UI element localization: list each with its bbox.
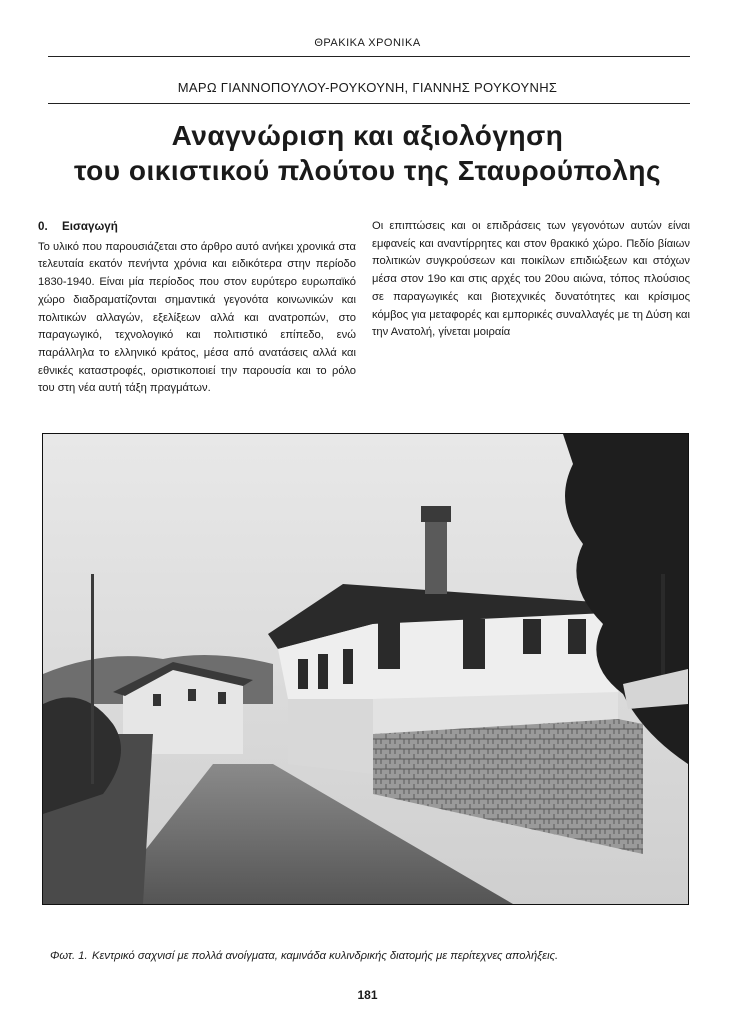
article-title-line-1: Αναγνώριση και αξιολόγηση	[171, 120, 564, 151]
authors-rule	[48, 103, 690, 104]
text-column-right	[372, 218, 690, 342]
header-rule	[48, 56, 690, 57]
caption-text: Κεντρικό σαχνισί με πολλά ανοίγματα, καμινάδα κυλινδρικής διατομής με περίτεχνες απολήξεις.	[92, 950, 559, 962]
article-title-line-2: του οικιστικού πλούτου της Σταυρούπολης	[73, 155, 662, 186]
article-title	[0, 118, 735, 188]
section-number: 0.	[38, 220, 48, 233]
text-column-left	[38, 218, 356, 398]
photo-caption	[50, 950, 710, 962]
section-heading	[38, 218, 356, 236]
photo-figure	[42, 433, 689, 905]
running-title: ΘΡΑΚΙΚΑ ΧΡΟΝΙΚΑ	[314, 37, 421, 49]
section-title: Εισαγωγή	[62, 220, 118, 233]
body-paragraph: Οι επιπτώσεις και οι επιδράσεις των γεγονότων αυτών είναι εμφανείς και αναντίρρητες και στον θρακικό χώρο. Πεδίο βίαιων πολιτικών συγκρούσεων και ποικίλων επιδιώξεων και στόχων μέσα στον 19ο και στις αρχές του 20ου αιώνα, τόπος πλούσιος σε παραγωγικές και βιοτεχνικές δυνατότητες και κρίσιμος κόμβος για μεταφορές και εμπορικές συναλλαγές με τη Δύση και την Ανατολή, γίνεται μοιραία	[372, 220, 690, 339]
street-house-photo	[43, 434, 688, 904]
caption-label: Φωτ. 1.	[50, 950, 88, 962]
intro-paragraph: Το υλικό που παρουσιάζεται στο άρθρο αυτό ανήκει χρονικά στα τελευταία εκατόν πενήντα χρόνια και ειδικότερα στην περίοδο 1830-1940. Είναι μία περίοδος που στον ευρύτερο ευρωπαϊκό χώρο διαδραματίζονται σημαντικά γεγονότα κοινωνικών και πολιτικών αλλαγών, εξελίξεων αλλά και ανατροπών, στο παραγωγικό, τεχνολογικό και πολιτιστικό επίπεδο, ενώ παράλληλα το ελληνικό κράτος, μέσα από ανατάσεις αλλά και εθνικές καταστροφές, οριστικοποιεί την παρουσία και το ρόλο του στη νέα αυτή τάξη πραγμάτων.	[38, 240, 356, 395]
page-number: 181	[357, 988, 378, 1002]
article-authors: ΜΑΡΩ ΓΙΑΝΝΟΠΟΥΛΟΥ-ΡΟΥΚΟΥΝΗ, ΓΙΑΝΝΗΣ ΡΟΥΚΟΥΝΗΣ	[177, 80, 558, 95]
